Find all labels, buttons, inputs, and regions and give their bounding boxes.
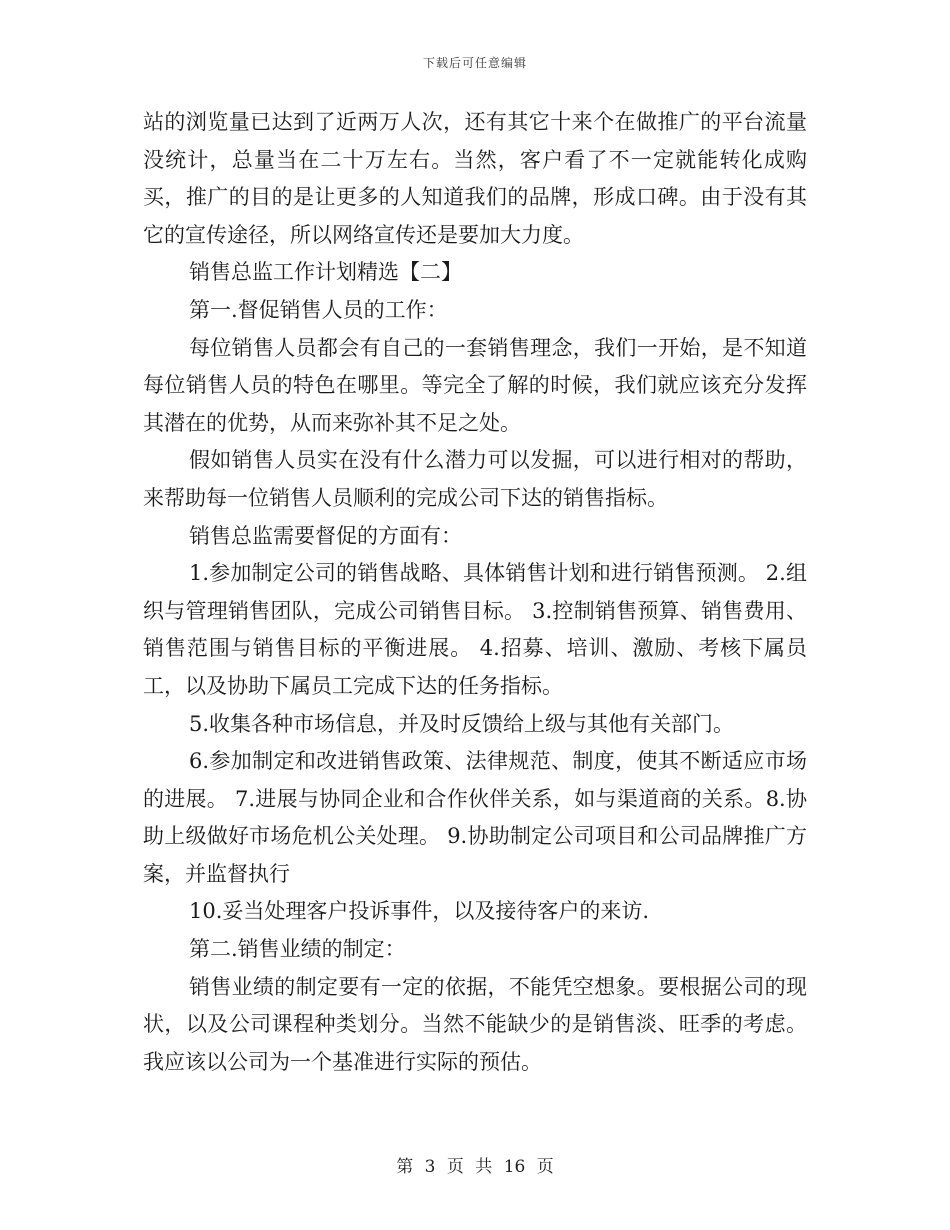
subheading-sales-targets: 第二.销售业绩的制定： [189, 937, 406, 962]
page-header: 下载后可任意编辑 [422, 56, 527, 70]
list-items-1-4: 1.参加制定公司的销售战略、具体销售计划和进行销售预测。 2.组织与管理销售团队，完成公司销售目标。 3.控制销售预算、销售费用、销售范围与销售目标的平衡进展。 4.招募、培训、激励、考核下属员工，以及协助下属员工完成下达的任务指标。 [143, 561, 807, 698]
subheading-supervise-sales: 第一.督促销售人员的工作： [189, 297, 448, 322]
paragraph-help-staff: 假如销售人员实在没有什么潜力可以发掘，可以进行相对的帮助，来帮助每一位销售人员顺利的完成公司下达的销售指标。 [143, 448, 807, 510]
document-body [143, 104, 807, 1081]
paragraph-supervise-aspects: 销售总监需要督促的方面有： [189, 523, 462, 548]
list-item-5: 5.收集各种市场信息，并及时反馈给上级与其他有关部门。 [189, 711, 735, 736]
page-number: 第 3 页 共 16 页 [396, 1157, 554, 1177]
paragraph-1: 站的浏览量已达到了近两万人次，还有其它十来个在做推广的平台流量没统计，总量当在二十万左右。当然，客户看了不一定就能转化成购买，推广的目的是让更多的人知道我们的品牌，形成口碑。由于没有其它的宣传途径，所以网络宣传还是要加大力度。 [143, 110, 807, 247]
paragraph-sales-philosophy: 每位销售人员都会有自己的一套销售理念，我们一开始，是不知道每位销售人员的特色在哪里。等完全了解的时候，我们就应该充分发挥其潜在的优势，从而来弥补其不足之处。 [143, 335, 807, 435]
section-heading-2: 销售总监工作计划精选【二】 [189, 260, 462, 285]
list-items-6-9: 6.参加制定和改进销售政策、法律规范、制度，使其不断适应市场的进展。 7.进展与协同企业和合作伙伴关系，如与渠道商的关系。8.协助上级做好市场危机公关处理。 9.协助制定公司项目和公司品牌推广方案，并监督执行 [143, 749, 807, 886]
list-item-10: 10.妥当处理客户投诉事件，以及接待客户的来访. [189, 899, 650, 924]
paragraph-sales-targets: 销售业绩的制定要有一定的依据，不能凭空想象。要根据公司的现状，以及公司课程种类划分。当然不能缺少的是销售淡、旺季的考虑。我应该以公司为一个基准进行实际的预估。 [143, 974, 807, 1074]
